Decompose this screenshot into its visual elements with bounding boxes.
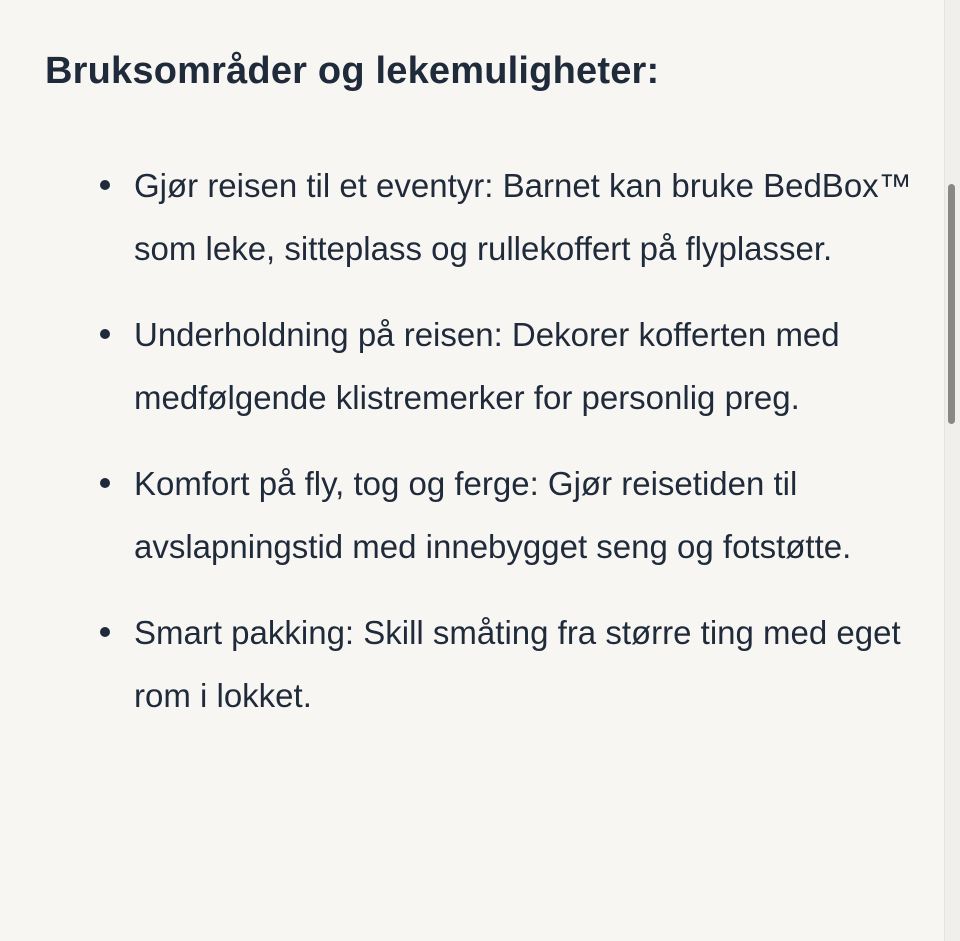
list-item	[45, 154, 920, 280]
scrollbar-thumb[interactable]	[948, 184, 955, 424]
list-item	[45, 303, 920, 429]
bullet-icon	[100, 180, 110, 190]
list-item	[45, 601, 920, 727]
list-item-text: Smart pakking: Skill småting fra større ting med eget rom i lokket.	[134, 614, 901, 714]
vertical-scrollbar[interactable]	[944, 0, 960, 941]
section-heading: Bruksområder og lekemuligheter:	[45, 50, 660, 92]
feature-list	[45, 154, 920, 727]
list-item-text: Underholdning på reisen: Dekorer kofferten med medfølgende klistremerker for personlig preg.	[134, 316, 840, 416]
list-item-text: Gjør reisen til et eventyr: Barnet kan bruke BedBox™ som leke, sitteplass og rullekoffert på flyplasser.	[134, 167, 912, 267]
list-item	[45, 452, 920, 578]
bullet-icon	[100, 478, 110, 488]
bullet-icon	[100, 329, 110, 339]
content-section	[45, 44, 920, 750]
list-item-text: Komfort på fly, tog og ferge: Gjør reisetiden til avslapningstid med innebygget seng og fotstøtte.	[134, 465, 852, 565]
bullet-icon	[100, 627, 110, 637]
